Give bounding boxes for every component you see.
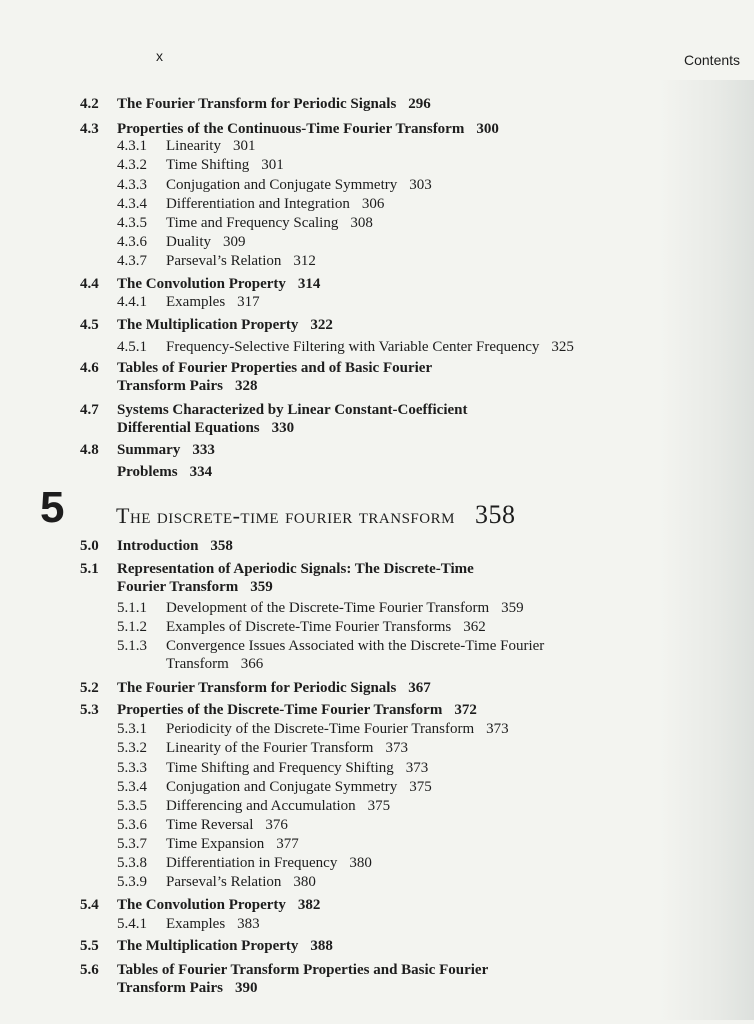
toc-number: 5.3.4 [117, 779, 147, 795]
running-header: Contents [684, 52, 741, 68]
toc-number: 4.2 [80, 96, 99, 112]
toc-number: 5.1.2 [117, 619, 147, 635]
toc-title: Examples [166, 294, 226, 310]
toc-number: 4.3.3 [117, 177, 147, 193]
toc-number: 4.3.4 [117, 196, 147, 212]
toc-page: 303 [409, 177, 432, 193]
toc-title: Summary [117, 442, 181, 458]
toc-title: Differentiation in Frequency [166, 855, 338, 871]
toc-number: 4.5.1 [117, 339, 147, 355]
toc-title: Linearity of the Fourier Transform [166, 740, 374, 756]
toc-title: Fourier Transform [117, 579, 239, 595]
toc-title: Conjugation and Conjugate Symmetry [166, 779, 398, 795]
toc-title: Properties of the Continuous-Time Fourier Transform [117, 121, 465, 137]
toc-number: 4.3.7 [117, 253, 147, 269]
toc-page: 330 [271, 420, 295, 436]
toc-page: 373 [486, 721, 509, 737]
page-number: x [156, 48, 163, 64]
toc-number: 5.3.3 [117, 760, 147, 776]
toc-page: 358 [210, 538, 233, 554]
toc-title: Time Shifting [166, 157, 250, 173]
toc-title: The Convolution Property [117, 276, 286, 292]
toc-title: Differencing and Accumulation [166, 798, 356, 814]
toc-title: The Fourier Transform for Periodic Signals [117, 680, 397, 696]
toc-number: 5.3.2 [117, 740, 147, 756]
toc-number: 4.3 [80, 121, 99, 137]
toc-number: 5.1.1 [117, 600, 147, 616]
toc-number: 5.3.7 [117, 836, 147, 852]
toc-title: Differential Equations [117, 420, 260, 436]
toc-number: 5.3.8 [117, 855, 147, 871]
toc-number: 5.4 [80, 897, 99, 913]
toc-page: 383 [237, 916, 260, 932]
toc-number: 5.0 [80, 538, 99, 554]
toc-title: Time Shifting and Frequency Shifting [166, 760, 394, 776]
toc-page: 334 [189, 464, 213, 480]
toc-title: Representation of Aperiodic Signals: The Discrete-Time [117, 561, 474, 577]
toc-number: 4.3.2 [117, 157, 147, 173]
toc-title: Systems Characterized by Linear Constant-Coefficient [117, 402, 468, 418]
toc-number: 5.3.6 [117, 817, 147, 833]
toc-page: 306 [361, 196, 385, 212]
toc-title: Examples of Discrete-Time Fourier Transforms [166, 619, 452, 635]
toc-title: Linearity [166, 138, 221, 154]
toc-number: 4.8 [80, 442, 99, 458]
toc-page: 301 [232, 138, 256, 154]
toc-title: Tables of Fourier Transform Properties and Basic Fourier [117, 962, 489, 978]
toc-page: 308 [350, 215, 373, 231]
toc-page: 309 [223, 234, 246, 250]
toc-page: 296 [408, 96, 431, 112]
toc-number: 4.3.5 [117, 215, 147, 231]
toc-number: 5.3.1 [117, 721, 147, 737]
toc-title: The Multiplication Property [117, 317, 299, 333]
toc-number: 4.5 [80, 317, 99, 333]
toc-title: Differentiation and Integration [166, 196, 350, 212]
toc-number: 5.6 [80, 962, 99, 978]
toc-title: Tables of Fourier Properties and of Basic Fourier [117, 360, 433, 376]
chapter-heading [116, 500, 515, 531]
toc-page: 366 [240, 656, 264, 672]
toc-number: 5.1 [80, 561, 99, 577]
chapter-title: The discrete-time fourier transform [116, 503, 455, 528]
toc-title: The Convolution Property [117, 897, 286, 913]
toc-title: Introduction [117, 538, 199, 554]
toc-page: 325 [551, 339, 574, 355]
toc-number: 5.3 [80, 702, 99, 718]
page-bleed-shadow [660, 80, 754, 1020]
toc-title: Problems [117, 464, 178, 480]
toc-title: Development of the Discrete-Time Fourier Transform [166, 600, 490, 616]
toc-number: 4.3.1 [117, 138, 147, 154]
toc-page: 380 [293, 874, 316, 890]
toc-title: Convergence Issues Associated with the Discrete-Time Fourier [166, 638, 545, 654]
toc-page: 376 [265, 817, 288, 833]
toc-number: 4.4.1 [117, 294, 147, 310]
toc-title: Transform Pairs [117, 980, 223, 996]
toc-title: Frequency-Selective Filtering with Variable Center Frequency [166, 339, 540, 355]
toc-page: 388 [310, 938, 333, 954]
toc-number: 4.7 [80, 402, 99, 418]
toc-page: 373 [385, 740, 408, 756]
toc-number: 5.3.9 [117, 874, 147, 890]
toc-page: 373 [405, 760, 429, 776]
toc-number: 5.2 [80, 680, 99, 696]
toc-number: 4.4 [80, 276, 99, 292]
toc-page: 375 [367, 798, 391, 814]
toc-page: 382 [297, 897, 321, 913]
toc-title: Properties of the Discrete-Time Fourier Transform [117, 702, 443, 718]
toc-page: 312 [293, 253, 316, 269]
toc-number: 4.6 [80, 360, 99, 376]
toc-number: 5.4.1 [117, 916, 147, 932]
toc-page: 390 [234, 980, 258, 996]
toc-page: 300 [476, 121, 499, 137]
chapter-page: 358 [474, 500, 516, 529]
toc-page: 328 [234, 378, 258, 394]
toc-page: 359 [250, 579, 273, 595]
toc-title: Parseval’s Relation [166, 253, 282, 269]
toc-title: Time and Frequency Scaling [166, 215, 339, 231]
toc-title: Parseval’s Relation [166, 874, 282, 890]
toc-title: The Multiplication Property [117, 938, 299, 954]
toc-page: 359 [501, 600, 524, 616]
toc-title: Transform [166, 656, 229, 672]
chapter-number: 5 [40, 483, 65, 532]
toc-number: 5.1.3 [117, 638, 147, 654]
toc-title: Conjugation and Conjugate Symmetry [166, 177, 398, 193]
toc-page: 367 [408, 680, 431, 696]
toc-title: Time Expansion [166, 836, 265, 852]
toc-title: Time Reversal [166, 817, 254, 833]
toc-page: 333 [192, 442, 215, 458]
toc-page: 372 [454, 702, 477, 718]
toc-number: 4.3.6 [117, 234, 147, 250]
toc-page: 362 [463, 619, 486, 635]
toc-title: Transform Pairs [117, 378, 223, 394]
toc-page: 375 [409, 779, 432, 795]
toc-page: 314 [297, 276, 321, 292]
toc-title: Duality [166, 234, 211, 250]
toc-page: 377 [276, 836, 299, 852]
toc-title: Examples [166, 916, 226, 932]
toc-page: 380 [349, 855, 372, 871]
toc-number: 5.3.5 [117, 798, 147, 814]
toc-page: 322 [310, 317, 333, 333]
toc-title: Periodicity of the Discrete-Time Fourier Transform [166, 721, 475, 737]
toc-title: The Fourier Transform for Periodic Signals [117, 96, 397, 112]
toc-number: 5.5 [80, 938, 99, 954]
toc-page: 317 [237, 294, 260, 310]
toc-page: 301 [261, 157, 284, 173]
